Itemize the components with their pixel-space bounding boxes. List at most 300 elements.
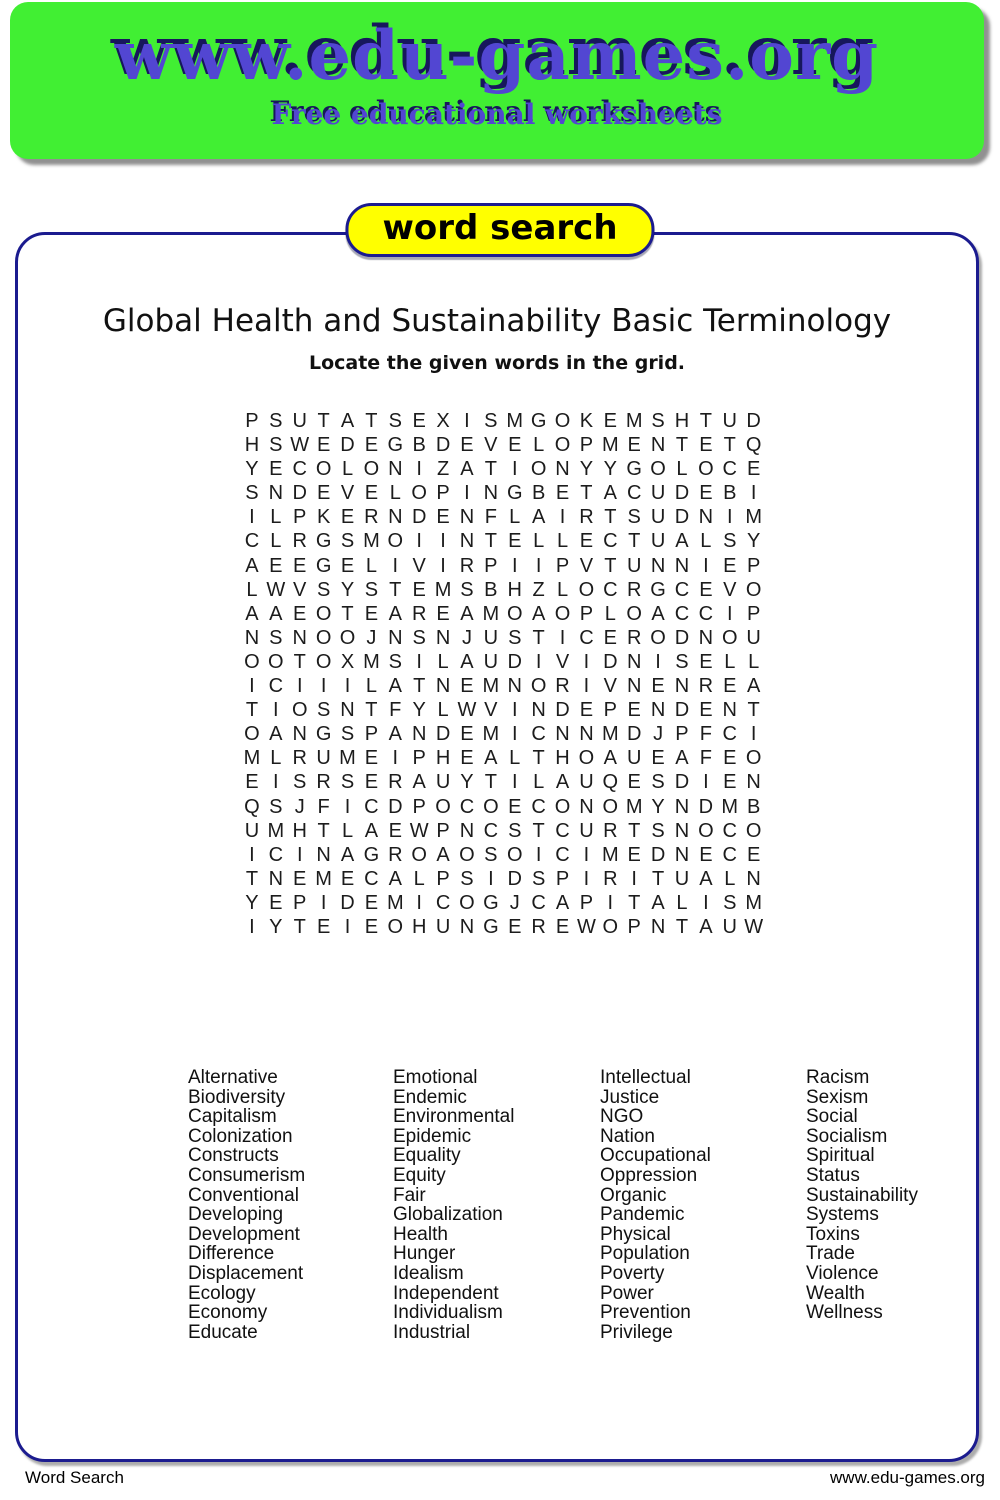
grid-cell: P — [245, 410, 259, 432]
grid-cell: L — [509, 506, 521, 529]
grid-cell: E — [746, 458, 761, 481]
grid-cell: U — [650, 506, 666, 529]
grid-cell: O — [745, 819, 762, 842]
grid-cell: D — [674, 699, 690, 722]
grid-cell: S — [388, 410, 402, 432]
grid-row — [240, 505, 766, 529]
grid-cell: M — [625, 795, 643, 818]
grid-cell: L — [246, 578, 258, 601]
grid-cell: E — [340, 506, 355, 529]
grid-cell: E — [508, 795, 522, 818]
grid-cell: D — [435, 434, 451, 457]
grid-cell: O — [745, 578, 762, 601]
grid-cell: O — [387, 530, 404, 553]
grid-cell: S — [269, 626, 283, 649]
word-item: Emotional — [393, 1067, 478, 1088]
grid-cell: N — [674, 554, 690, 577]
grid-cell: Y — [651, 795, 665, 818]
grid-cell: G — [315, 723, 332, 746]
grid-cell: O — [435, 795, 451, 818]
grid-cell: M — [745, 506, 762, 529]
grid-cell: R — [459, 554, 475, 577]
grid-cell: U — [722, 410, 737, 432]
grid-cell: P — [293, 891, 307, 914]
grid-cell: I — [344, 795, 351, 818]
grid-row — [240, 915, 766, 939]
grid-cell: E — [627, 699, 641, 722]
site-url: www.edu-games.org — [114, 16, 880, 95]
grid-cell: T — [245, 699, 259, 722]
grid-cell: E — [364, 602, 379, 625]
grid-cell: J — [461, 626, 472, 649]
grid-cell: A — [412, 771, 426, 794]
grid-cell: I — [511, 771, 518, 794]
word-item: Poverty — [600, 1262, 665, 1284]
grid-row — [240, 843, 766, 867]
grid-cell: T — [604, 554, 617, 577]
grid-row — [240, 674, 766, 698]
grid-cell: E — [316, 434, 331, 457]
word-item: Nation — [600, 1125, 655, 1147]
grid-cell: N — [268, 482, 284, 505]
grid-cell: K — [579, 410, 594, 432]
grid-cell: L — [533, 771, 545, 794]
grid-cell: E — [364, 915, 379, 938]
grid-cell: N — [388, 506, 403, 529]
word-item: Physical — [600, 1223, 671, 1245]
grid-cell: E — [460, 675, 474, 698]
grid-cell: G — [315, 554, 332, 577]
word-item: Capitalism — [188, 1106, 277, 1128]
grid-cell: E — [579, 530, 594, 553]
grid-cell: O — [387, 915, 404, 938]
grid-cell: T — [604, 506, 617, 529]
grid-cell: M — [363, 650, 380, 673]
grid-cell: I — [750, 723, 757, 746]
grid-cell: P — [579, 891, 594, 914]
grid-cell: N — [388, 626, 403, 649]
grid-cell: D — [507, 867, 522, 890]
word-item: Biodiversity — [188, 1086, 286, 1108]
grid-cell: C — [244, 530, 260, 553]
word-item: Endemic — [393, 1086, 467, 1108]
grid-cell: L — [270, 506, 282, 529]
grid-cell: R — [531, 915, 546, 938]
grid-cell: U — [626, 554, 642, 577]
grid-cell: O — [483, 795, 499, 818]
grid-cell: Q — [745, 434, 762, 457]
word-item: Environmental — [393, 1106, 515, 1128]
grid-cell: P — [579, 602, 594, 625]
grid-cell: C — [698, 602, 714, 625]
grid-cell: O — [506, 843, 523, 866]
puzzle-subtitle: Locate the given words in the grid. — [308, 352, 686, 374]
grid-cell: N — [411, 723, 427, 746]
grid-cell: S — [245, 482, 259, 505]
grid-cell: A — [460, 602, 474, 625]
word-item: Population — [600, 1243, 690, 1265]
grid-cell: L — [413, 867, 425, 890]
grid-cell: S — [269, 434, 283, 457]
grid-cell: D — [411, 506, 427, 529]
grid-cell: I — [583, 650, 590, 673]
grid-cell: M — [482, 602, 500, 625]
footer-site-url: www.edu-games.org — [830, 1468, 985, 1487]
grid-cell: N — [746, 867, 761, 890]
grid-cell: I — [344, 915, 351, 938]
grid-cell: P — [579, 434, 594, 457]
word-list-column-1 — [188, 1068, 388, 1342]
grid-cell: A — [484, 747, 498, 770]
grid-cell: Y — [412, 699, 426, 722]
grid-cell: E — [651, 675, 665, 698]
grid-cell: N — [626, 650, 642, 673]
grid-cell: S — [340, 530, 355, 553]
grid-cell: T — [675, 434, 689, 457]
grid-cell: T — [532, 819, 545, 842]
grid-cell: J — [294, 795, 305, 818]
grid-cell: I — [464, 410, 470, 432]
grid-cell: C — [722, 843, 737, 866]
grid-cell: A — [555, 771, 570, 794]
grid-cell: E — [436, 506, 450, 529]
grid-cell: O — [506, 602, 523, 625]
grid-cell: V — [412, 554, 426, 577]
grid-cell: E — [460, 723, 474, 746]
grid-cell: W — [457, 699, 477, 722]
grid-cell: S — [293, 771, 307, 794]
grid-cell: M — [601, 723, 619, 746]
grid-cell: A — [460, 458, 474, 481]
grid-cell: A — [269, 602, 283, 625]
grid-cell: E — [699, 482, 713, 505]
grid-cell: M — [601, 843, 619, 866]
grid-cell: L — [533, 434, 545, 457]
grid-cell: W — [744, 915, 764, 938]
grid-cell: N — [340, 699, 355, 722]
grid-cell: U — [626, 747, 642, 770]
grid-cell: U — [579, 771, 594, 794]
grid-cell: M — [721, 795, 739, 818]
word-item: Status — [806, 1164, 860, 1186]
grid-cell: O — [650, 626, 666, 649]
grid-cell: P — [436, 482, 450, 505]
grid-cell: E — [555, 482, 570, 505]
grid-cell: E — [269, 554, 283, 577]
grid-cell: U — [483, 650, 499, 673]
grid-cell: O — [339, 626, 356, 649]
grid-cell: T — [628, 891, 641, 914]
grid-cell: C — [531, 723, 546, 746]
grid-cell: Y — [603, 458, 617, 481]
grid-cell: S — [269, 410, 283, 432]
grid-cell: L — [437, 650, 449, 673]
grid-cell: G — [387, 434, 404, 457]
grid-cell: C — [722, 458, 737, 481]
grid-cell: H — [244, 434, 260, 457]
word-item: Prevention — [600, 1302, 691, 1324]
grid-cell: G — [315, 530, 332, 553]
word-item: Equity — [393, 1164, 446, 1186]
grid-cell: R — [603, 819, 618, 842]
grid-cell: T — [699, 410, 712, 432]
grid-cell: S — [388, 650, 402, 673]
grid-cell: E — [723, 771, 737, 794]
grid-cell: I — [583, 843, 590, 866]
word-item: Wealth — [806, 1282, 865, 1304]
grid-cell: E — [603, 410, 617, 432]
grid-cell: E — [364, 891, 379, 914]
grid-cell: O — [291, 699, 308, 722]
word-item: Power — [600, 1282, 654, 1304]
grid-cell: I — [296, 843, 303, 866]
grid-cell: L — [556, 578, 569, 601]
grid-cell: O — [315, 650, 332, 673]
grid-cell: U — [746, 626, 761, 649]
word-item: Privilege — [600, 1321, 673, 1343]
grid-cell: O — [411, 843, 427, 866]
grid-cell: D — [746, 410, 761, 432]
grid-row — [240, 819, 766, 843]
grid-cell: C — [603, 578, 618, 601]
grid-cell: H — [411, 915, 427, 938]
grid-cell: O — [626, 602, 642, 625]
word-item: Consumerism — [188, 1164, 306, 1186]
grid-cell: W — [409, 819, 429, 842]
word-item: Colonization — [188, 1125, 293, 1147]
grid-cell: J — [366, 626, 377, 649]
word-item: Occupational — [600, 1145, 711, 1167]
grid-cell: E — [508, 915, 522, 938]
grid-cell: C — [531, 795, 546, 818]
grid-cell: P — [675, 723, 689, 746]
grid-cell: V — [555, 650, 570, 673]
grid-cell: C — [722, 819, 737, 842]
word-item: Epidemic — [393, 1125, 472, 1147]
grid-cell: O — [244, 650, 260, 673]
grid-cell: Y — [269, 915, 283, 938]
word-item: Justice — [600, 1086, 660, 1108]
grid-cell: E — [555, 915, 570, 938]
grid-cell: P — [436, 819, 450, 842]
grid-cell: C — [579, 626, 594, 649]
grid-cell: S — [316, 699, 331, 722]
grid-cell: I — [273, 771, 279, 794]
grid-cell: F — [317, 795, 330, 818]
grid-cell: N — [316, 843, 331, 866]
grid-cell: A — [269, 723, 283, 746]
grid-cell: E — [627, 843, 641, 866]
grid-cell: M — [386, 891, 404, 914]
grid-cell: D — [674, 482, 690, 505]
grid-cell: I — [703, 771, 709, 794]
word-item: Fair — [393, 1184, 426, 1206]
grid-cell: R — [579, 506, 594, 529]
grid-cell: E — [340, 554, 355, 577]
grid-cell: N — [674, 819, 690, 842]
grid-cell: C — [531, 891, 546, 914]
grid-cell: C — [674, 602, 690, 625]
grid-cell: T — [675, 915, 689, 938]
grid-cell: A — [388, 602, 402, 625]
grid-cell: A — [436, 843, 450, 866]
grid-row — [240, 650, 766, 674]
grid-cell: T — [723, 434, 736, 457]
grid-cell: M — [363, 530, 380, 553]
grid-cell: D — [555, 699, 570, 722]
grid-cell: V — [579, 554, 594, 577]
grid-cell: M — [482, 723, 500, 746]
grid-cell: A — [460, 650, 474, 673]
grid-cell: O — [554, 434, 571, 457]
grid-cell: R — [388, 771, 403, 794]
grid-cell: S — [723, 891, 737, 914]
grid-cell: C — [459, 795, 475, 818]
grid-cell: O — [268, 650, 284, 673]
word-item: Industrial — [393, 1321, 471, 1343]
grid-cell: I — [726, 602, 733, 625]
grid-cell: O — [530, 458, 547, 481]
grid-cell: R — [698, 675, 714, 698]
grid-cell: M — [267, 819, 285, 842]
worksheet-frame — [15, 232, 979, 1462]
grid-cell: O — [244, 723, 260, 746]
grid-cell: N — [531, 699, 546, 722]
grid-cell: L — [270, 530, 282, 553]
grid-cell: A — [699, 915, 713, 938]
grid-cell: N — [555, 458, 570, 481]
grid-cell: N — [388, 458, 403, 481]
grid-cell: R — [292, 747, 307, 770]
grid-cell: A — [675, 747, 689, 770]
word-item: Systems — [806, 1204, 879, 1226]
word-item: Educate — [188, 1321, 258, 1343]
grid-cell: T — [532, 747, 545, 770]
word-item: Difference — [188, 1243, 275, 1265]
grid-cell: T — [245, 867, 259, 890]
word-item: Idealism — [393, 1262, 464, 1284]
grid-cell: S — [269, 795, 283, 818]
grid-cell: E — [460, 434, 474, 457]
grid-cell: Y — [245, 891, 259, 914]
grid-cell: K — [316, 506, 331, 529]
grid-cell: E — [293, 602, 307, 625]
grid-cell: N — [674, 795, 690, 818]
grid-cell: N — [722, 699, 737, 722]
word-list-column-3 — [600, 1068, 800, 1342]
grid-cell: C — [674, 578, 690, 601]
word-search-badge: word search — [345, 203, 654, 257]
grid-cell: D — [650, 843, 666, 866]
grid-cell: S — [627, 506, 641, 529]
grid-cell: C — [268, 675, 284, 698]
word-item: Organic — [600, 1184, 667, 1206]
grid-cell: S — [531, 867, 546, 890]
grid-cell: N — [292, 723, 307, 746]
grid-cell: I — [416, 891, 422, 914]
grid-cell: E — [699, 434, 713, 457]
grid-cell: R — [555, 675, 570, 698]
grid-cell: L — [724, 867, 736, 890]
grid-cell: Y — [245, 458, 259, 481]
grid-cell: O — [554, 602, 571, 625]
grid-cell: Z — [436, 458, 450, 481]
grid-cell: T — [484, 530, 497, 553]
grid-cell: S — [651, 771, 665, 794]
grid-cell: V — [484, 699, 498, 722]
grid-cell: O — [745, 747, 762, 770]
puzzle-title: Global Health and Sustainability Basic Terminology — [102, 303, 892, 339]
grid-cell: U — [292, 410, 307, 432]
word-item: Displacement — [188, 1262, 304, 1284]
grid-cell: I — [392, 747, 399, 770]
grid-cell: I — [344, 675, 351, 698]
grid-cell: A — [699, 867, 713, 890]
grid-cell: L — [533, 530, 545, 553]
grid-cell: V — [293, 578, 307, 601]
grid-cell: L — [365, 554, 377, 577]
grid-cell: S — [460, 867, 474, 890]
grid-cell: M — [506, 410, 524, 432]
grid-cell: U — [316, 747, 331, 770]
word-item: Developing — [188, 1204, 284, 1226]
grid-cell: T — [580, 482, 593, 505]
grid-cell: E — [579, 699, 594, 722]
grid-cell: U — [579, 819, 594, 842]
grid-cell: A — [603, 747, 617, 770]
grid-cell: N — [746, 771, 761, 794]
grid-cell: O — [578, 747, 595, 770]
grid-cell: R — [316, 771, 331, 794]
grid-cell: G — [506, 482, 523, 505]
grid-cell: W — [576, 915, 596, 938]
grid-cell: I — [583, 675, 590, 698]
word-list-column-4 — [806, 1068, 1000, 1323]
grid-row — [240, 746, 766, 770]
grid-cell: A — [340, 843, 355, 866]
grid-cell: T — [389, 578, 402, 601]
grid-cell: E — [293, 867, 307, 890]
grid-cell: L — [700, 530, 712, 553]
grid-cell: L — [556, 530, 569, 553]
word-list-column-2 — [393, 1068, 593, 1342]
grid-cell: O — [315, 626, 332, 649]
grid-row — [240, 891, 766, 915]
grid-cell: O — [411, 482, 427, 505]
grid-cell: N — [579, 723, 594, 746]
grid-cell: O — [315, 458, 332, 481]
grid-cell: D — [292, 482, 307, 505]
grid-cell: O — [459, 843, 475, 866]
grid-cell: S — [364, 578, 379, 601]
word-item: Toxins — [806, 1223, 860, 1245]
grid-cell: B — [723, 482, 737, 505]
grid-cell: Z — [532, 578, 545, 601]
grid-cell: O — [578, 578, 595, 601]
grid-cell: S — [508, 819, 522, 842]
grid-cell: H — [674, 410, 690, 432]
grid-cell: W — [266, 578, 286, 601]
grid-cell: N — [650, 434, 666, 457]
letter-grid — [240, 409, 766, 939]
grid-cell: I — [416, 458, 422, 481]
grid-cell: V — [723, 578, 737, 601]
grid-cell: Y — [340, 578, 355, 601]
grid-cell: N — [650, 915, 666, 938]
grid-cell: B — [531, 482, 546, 505]
grid-cell: E — [508, 530, 522, 553]
grid-cell: P — [293, 506, 307, 529]
